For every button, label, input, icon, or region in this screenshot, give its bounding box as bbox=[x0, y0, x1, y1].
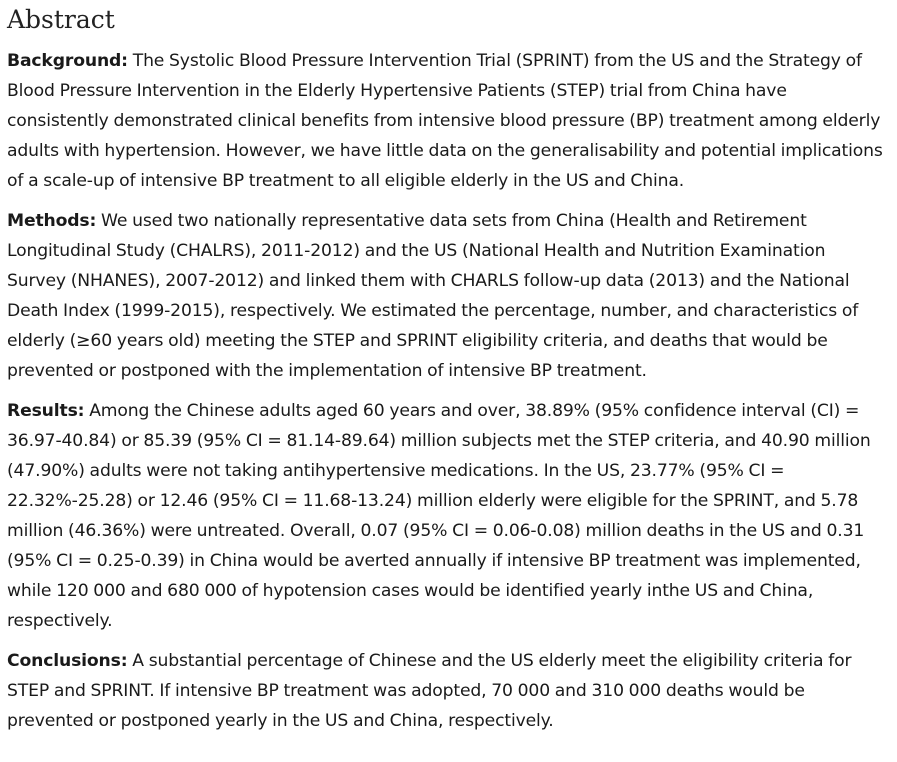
background-text: The Systolic Blood Pressure Intervention Trial (SPRINT) from the US and the Strategy of Blood Pressure Intervention in the Elderly Hypertensive Patients (STEP) trial from China have consistently demonstrated clinical benefits from intensive blood pressure (BP) treatment among elderly adults with hypertension. However, we have little data on the generalisability and potential implications of a scale-up of intensive BP treatment to all eligible elderly in the US and China. bbox=[7, 51, 883, 191]
abstract-heading: Abstract bbox=[7, 5, 115, 34]
conclusions-text: A substantial percentage of Chinese and the US elderly meet the eligibility criteria for STEP and SPRINT. If intensive BP treatment was adopted, 70 000 and 310 000 deaths would be prevented or postponed yearly in the US and China, respectively. bbox=[7, 651, 852, 731]
results-paragraph bbox=[7, 396, 889, 636]
abstract-section bbox=[0, 4, 897, 736]
results-label: Results: bbox=[7, 401, 85, 421]
methods-paragraph bbox=[7, 206, 889, 386]
methods-text: We used two nationally representative data sets from China (Health and Retirement Longitudinal Study (CHALRS), 2011-2012) and the US (National Health and Nutrition Examination Survey (NHANES), 2007-2012) and linked them with CHARLS follow-up data (2013) and the National Death Index (1999-2015), respectively. We estimated the percentage, number, and characteristics of elderly (≥60 years old) meeting the STEP and SPRINT eligibility criteria, and deaths that would be prevented or postponed with the implementation of intensive BP treatment. bbox=[7, 211, 859, 381]
conclusions-label: Conclusions: bbox=[7, 651, 128, 671]
background-paragraph bbox=[7, 46, 889, 196]
conclusions-paragraph bbox=[7, 646, 889, 736]
methods-label: Methods: bbox=[7, 211, 97, 231]
background-label: Background: bbox=[7, 51, 128, 71]
results-text: Among the Chinese adults aged 60 years and over, 38.89% (95% confidence interval (CI) = 36.97-40.84) or 85.39 (95% CI = 81.14-89.64) million subjects met the STEP criteria, and 40.90 million (47.90%) adults were not taking antihypertensive medications. In the US, 23.77% (95% CI = 22.32%-25.28) or 12.46 (95% CI = 11.68-13.24) million elderly were eligible for the SPRINT, and 5.78 million (46.36%) were untreated. Overall, 0.07 (95% CI = 0.06-0.08) million deaths in the US and 0.31 (95% CI = 0.25-0.39) in China would be averted annually if intensive BP treatment was implemented, while 120 000 and 680 000 of hypotension cases would be identified yearly inthe US and China, respectively. bbox=[7, 401, 871, 631]
